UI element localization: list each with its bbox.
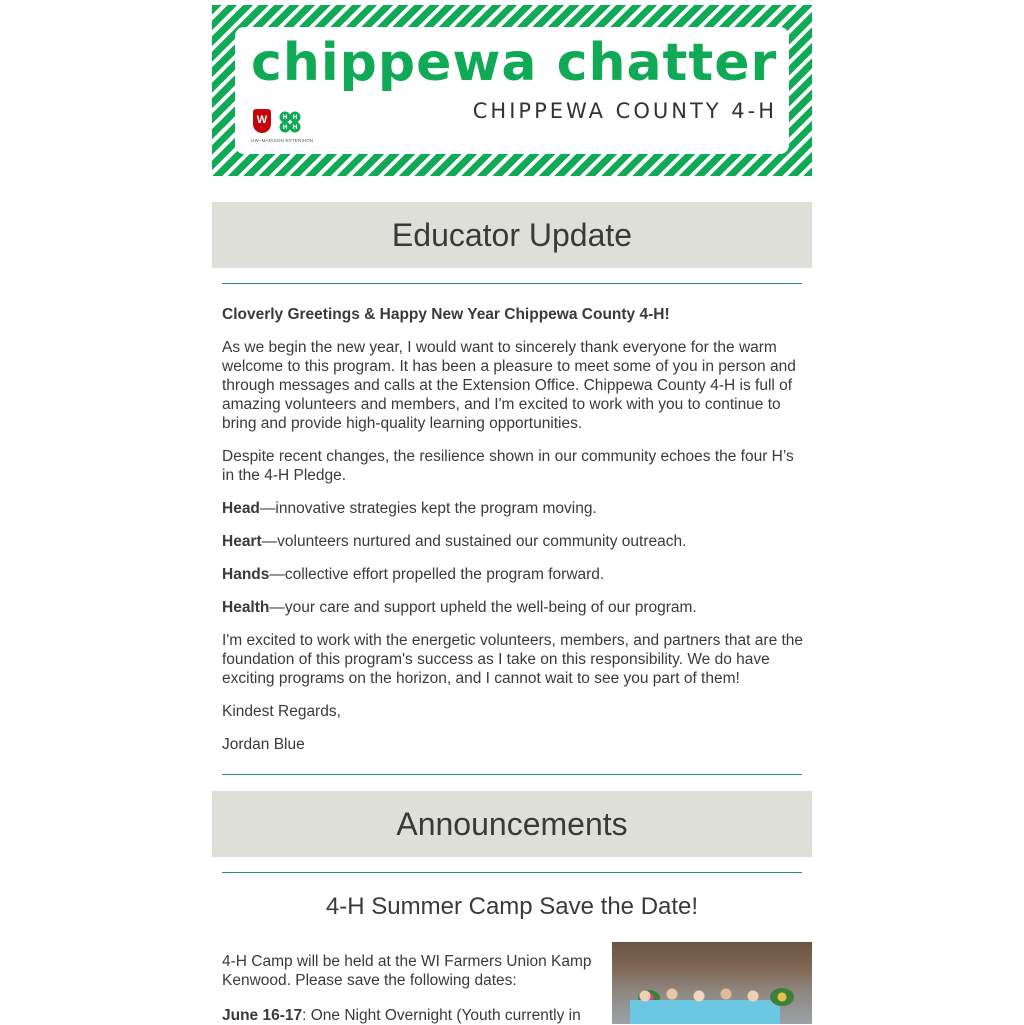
campers-image: [630, 984, 780, 1024]
four-h-clover-icon: [277, 109, 303, 135]
divider: [222, 774, 802, 775]
camp-date: June 16-17: [222, 1007, 303, 1024]
health-text: —your care and support upheld the well-being of our program.: [269, 599, 697, 616]
head-text: —innovative strategies kept the program moving.: [259, 500, 597, 517]
camp-group-photo: [612, 942, 812, 1024]
greeting: Cloverly Greetings & Happy New Year Chippewa County 4-H!: [222, 306, 670, 323]
heart-item: [222, 532, 804, 551]
svg-text:H: H: [282, 114, 288, 121]
heart-term: Heart: [222, 533, 262, 550]
signature: Jordan Blue: [222, 736, 305, 753]
hands-term: Hands: [222, 566, 270, 583]
camp-date-text: : One Night Overnight (Youth currently in: [302, 1007, 581, 1024]
welcome-paragraph: As we begin the new year, I would want to sincerely thank everyone for the warm welcome to this program. It has been a pleasure to meet some of you in person and through messages and calls at the Extension Office. Chippewa County 4-H is full of amazing volunteers and members, and I'm excited to work with you to continue to bring and provide high-quality learning opportunities.: [222, 339, 796, 432]
camp-intro: 4-H Camp will be held at the WI Farmers Union Kamp Kenwood. Please save the following dates:: [222, 953, 592, 989]
hands-text: —collective effort propelled the program forward.: [269, 566, 605, 583]
health-term: Health: [222, 599, 270, 616]
logo-caption: UW–MADISON EXTENSION: [251, 138, 314, 143]
newsletter-banner: [212, 5, 812, 176]
divider: [222, 872, 802, 873]
banner-subtitle: CHIPPEWA COUNTY 4-H: [472, 99, 777, 123]
closing: Kindest Regards,: [222, 703, 341, 720]
health-item: [222, 598, 804, 617]
flower-basket-image: [770, 988, 794, 1006]
resilience-paragraph: Despite recent changes, the resilience shown in our community echoes the four H’s in the 4-H Pledge.: [222, 448, 794, 484]
extension-logo: [251, 109, 321, 145]
excited-paragraph: I'm excited to work with the energetic volunteers, members, and partners that are the foundation of this program's success as I take on this responsibility. We do have exciting programs on the horizon, and I cannot wait to see you part of them!: [222, 632, 804, 687]
head-term: Head: [222, 500, 260, 517]
announcements-header: Announcements: [212, 791, 812, 857]
banner-panel: [235, 27, 789, 154]
svg-text:H: H: [282, 124, 288, 131]
banner-title: chippewa chatter: [251, 33, 778, 93]
camp-date-line: [222, 1006, 602, 1025]
divider: [222, 283, 802, 284]
head-item: [222, 499, 804, 518]
heart-text: —volunteers nurtured and sustained our community outreach.: [261, 533, 687, 550]
hands-item: [222, 565, 804, 584]
educator-update-header: Educator Update: [212, 202, 812, 268]
camp-title: 4-H Summer Camp Save the Date!: [325, 893, 699, 920]
svg-text:H: H: [292, 114, 298, 121]
uw-shield-icon: W: [253, 109, 271, 133]
svg-text:H: H: [292, 124, 298, 131]
